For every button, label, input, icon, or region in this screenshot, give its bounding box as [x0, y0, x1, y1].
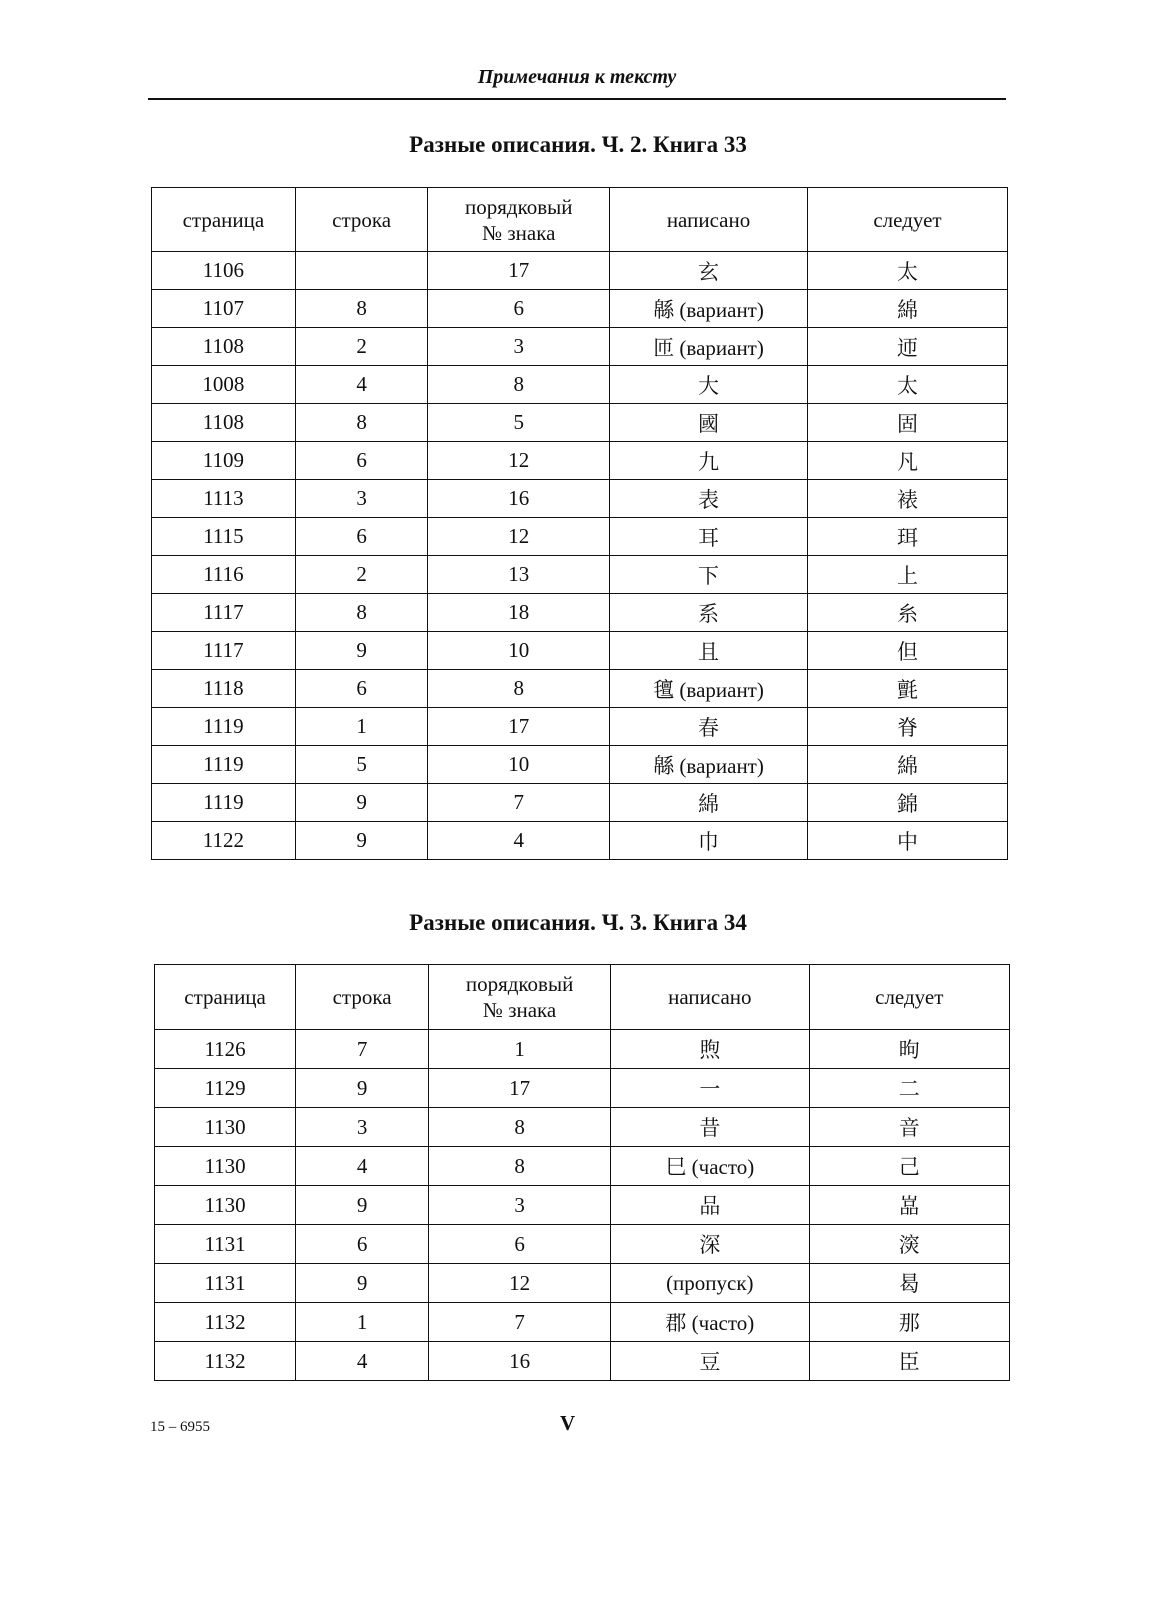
table-cell: 12 [428, 442, 610, 480]
table-cell: 系 [610, 594, 808, 632]
table-row [155, 1342, 1010, 1381]
table-row [155, 1264, 1010, 1303]
table-cell: 且 [610, 632, 808, 670]
table-cell: 3 [295, 480, 428, 518]
table-cell: 氊 (вариант) [610, 670, 808, 708]
table-cell: 17 [428, 252, 610, 290]
printer-signature: 15 – 6955 [150, 1419, 210, 1435]
table-cell: 9 [296, 1186, 429, 1225]
table-cell: 6 [295, 670, 428, 708]
column-header: написано [611, 965, 809, 1030]
table-cell: 8 [295, 290, 428, 328]
table-cell: 12 [429, 1264, 611, 1303]
table-row [155, 1225, 1010, 1264]
table-cell: 太 [807, 252, 1007, 290]
column-header: написано [610, 188, 808, 252]
table-cell: 1116 [152, 556, 296, 594]
table-cell: 下 [610, 556, 808, 594]
table-cell: 1129 [155, 1069, 296, 1108]
table-cell: 7 [428, 784, 610, 822]
table-cell: 3 [428, 328, 610, 366]
table-cell: 10 [428, 746, 610, 784]
table-cell: 1115 [152, 518, 296, 556]
table-row [152, 366, 1008, 404]
column-header: строка [296, 965, 429, 1030]
table-header [155, 965, 1010, 1030]
table-cell: 1 [295, 708, 428, 746]
table-row [155, 1186, 1010, 1225]
table-row [155, 1147, 1010, 1186]
header-rule [148, 98, 1006, 100]
table-cell: 10 [428, 632, 610, 670]
table-cell: 玄 [610, 252, 808, 290]
header-row [152, 188, 1008, 252]
table-cell: 4 [428, 822, 610, 860]
table-cell: 㴱 [809, 1225, 1009, 1264]
table-cell: 煦 [611, 1030, 809, 1069]
table-cell: 1 [296, 1303, 429, 1342]
table-cell: 耳 [610, 518, 808, 556]
table-cell: (пропуск) [611, 1264, 809, 1303]
table-cell: 1117 [152, 594, 296, 632]
table-body [155, 1030, 1010, 1381]
table-cell: 己 [809, 1147, 1009, 1186]
column-header: порядковый № знака [429, 965, 611, 1030]
table-cell: 1113 [152, 480, 296, 518]
table-cell: 綿 [807, 290, 1007, 328]
table-cell: 曷 [809, 1264, 1009, 1303]
column-header: страница [152, 188, 296, 252]
table-cell: 一 [611, 1069, 809, 1108]
table-cell: 1008 [152, 366, 296, 404]
table-cell: 1107 [152, 290, 296, 328]
table-cell: 但 [807, 632, 1007, 670]
table-cell: 1131 [155, 1264, 296, 1303]
table-cell: 7 [296, 1030, 429, 1069]
table-cell: 氈 [807, 670, 1007, 708]
table-cell: 12 [428, 518, 610, 556]
table-row [155, 1303, 1010, 1342]
table-cell: 1132 [155, 1303, 296, 1342]
table-cell: 17 [428, 708, 610, 746]
table-cell: 8 [429, 1147, 611, 1186]
table-cell: 8 [428, 366, 610, 404]
table-cell: 17 [429, 1069, 611, 1108]
table-cell: 裱 [807, 480, 1007, 518]
column-header: порядковый № знака [428, 188, 610, 252]
table-cell: 18 [428, 594, 610, 632]
table-cell: 固 [807, 404, 1007, 442]
table-cell: 6 [295, 442, 428, 480]
table-row [155, 1030, 1010, 1069]
table-cell: 綿 [807, 746, 1007, 784]
table-cell: 8 [295, 404, 428, 442]
table-cell: 昔 [611, 1108, 809, 1147]
table-row [152, 404, 1008, 442]
table-cell: 昫 [809, 1030, 1009, 1069]
table-cell: 8 [428, 670, 610, 708]
table-cell: 13 [428, 556, 610, 594]
table-cell [295, 252, 428, 290]
table-cell: 豆 [611, 1342, 809, 1381]
table-body [152, 252, 1008, 860]
table-cell: 緜 (вариант) [610, 746, 808, 784]
table-cell: 6 [295, 518, 428, 556]
table-row [152, 670, 1008, 708]
table-cell: 1106 [152, 252, 296, 290]
table-row [152, 290, 1008, 328]
table-cell: 1 [429, 1030, 611, 1069]
table-cell: 6 [296, 1225, 429, 1264]
table-row [152, 328, 1008, 366]
table-row [155, 1108, 1010, 1147]
table-cell: 二 [809, 1069, 1009, 1108]
table-cell: 2 [295, 556, 428, 594]
table-cell: 4 [296, 1147, 429, 1186]
table-cell: 1130 [155, 1147, 296, 1186]
table1-title: Разные описания. Ч. 2. Книга 33 [409, 132, 747, 157]
table-cell: 那 [809, 1303, 1009, 1342]
table-cell: 9 [296, 1264, 429, 1303]
variants-table-book-33 [151, 187, 1008, 860]
column-header: строка [295, 188, 428, 252]
table-row [152, 252, 1008, 290]
table-cell: 9 [295, 822, 428, 860]
table-header [152, 188, 1008, 252]
table-cell: 臣 [809, 1342, 1009, 1381]
table-cell: 1118 [152, 670, 296, 708]
table-cell: 巾 [610, 822, 808, 860]
table-cell: 脊 [807, 708, 1007, 746]
table-cell: 嵓 [809, 1186, 1009, 1225]
table-cell: 1109 [152, 442, 296, 480]
table-cell: 1119 [152, 708, 296, 746]
table-cell: 1132 [155, 1342, 296, 1381]
table-cell: 16 [429, 1342, 611, 1381]
table-cell: 迊 [807, 328, 1007, 366]
table-cell: 1130 [155, 1186, 296, 1225]
table-cell: 1119 [152, 784, 296, 822]
column-header: страница [155, 965, 296, 1030]
table-row [152, 556, 1008, 594]
column-header: следует [809, 965, 1009, 1030]
table-cell: 9 [295, 784, 428, 822]
table-cell: 大 [610, 366, 808, 404]
running-head: Примечания к тексту [477, 66, 677, 88]
table-cell: 6 [428, 290, 610, 328]
table-cell: 3 [429, 1186, 611, 1225]
table-row [152, 594, 1008, 632]
table-row [152, 480, 1008, 518]
table-cell: 太 [807, 366, 1007, 404]
table-cell: 深 [611, 1225, 809, 1264]
table-cell: 品 [611, 1186, 809, 1225]
table-cell: 錦 [807, 784, 1007, 822]
table-cell: 珥 [807, 518, 1007, 556]
table-cell: 5 [295, 746, 428, 784]
table-cell: 九 [610, 442, 808, 480]
table-cell: 凡 [807, 442, 1007, 480]
table-cell: 音 [809, 1108, 1009, 1147]
table-cell: 1108 [152, 328, 296, 366]
table-cell: 1108 [152, 404, 296, 442]
table-cell: 上 [807, 556, 1007, 594]
table-cell: 春 [610, 708, 808, 746]
table-row [152, 822, 1008, 860]
table-cell: 3 [296, 1108, 429, 1147]
table-row [155, 1069, 1010, 1108]
table-row [152, 442, 1008, 480]
table-cell: 8 [429, 1108, 611, 1147]
table-cell: 4 [296, 1342, 429, 1381]
table-row [152, 632, 1008, 670]
table-cell: 1130 [155, 1108, 296, 1147]
table-cell: 國 [610, 404, 808, 442]
table-cell: 郡 (часто) [611, 1303, 809, 1342]
table-cell: 匝 (вариант) [610, 328, 808, 366]
table-row [152, 746, 1008, 784]
variants-table-book-34 [154, 964, 1010, 1381]
table-cell: 7 [429, 1303, 611, 1342]
table-cell: 8 [295, 594, 428, 632]
table-cell: 1122 [152, 822, 296, 860]
table2-title: Разные описания. Ч. 3. Книга 34 [409, 910, 747, 935]
table-cell: 中 [807, 822, 1007, 860]
table-row [152, 784, 1008, 822]
table-cell: 2 [295, 328, 428, 366]
table-cell: 9 [296, 1069, 429, 1108]
table-cell: 表 [610, 480, 808, 518]
table-cell: 5 [428, 404, 610, 442]
table-cell: 巳 (часто) [611, 1147, 809, 1186]
table-row [152, 518, 1008, 556]
table-cell: 綿 [610, 784, 808, 822]
table-cell: 1117 [152, 632, 296, 670]
page-number: V [560, 1411, 576, 1435]
header-row [155, 965, 1010, 1030]
table-cell: 1119 [152, 746, 296, 784]
column-header: следует [807, 188, 1007, 252]
table-cell: 9 [295, 632, 428, 670]
table-cell: 1131 [155, 1225, 296, 1264]
table-cell: 糸 [807, 594, 1007, 632]
table-cell: 4 [295, 366, 428, 404]
table-cell: 6 [429, 1225, 611, 1264]
table-cell: 緜 (вариант) [610, 290, 808, 328]
table-cell: 1126 [155, 1030, 296, 1069]
table-row [152, 708, 1008, 746]
table-cell: 16 [428, 480, 610, 518]
